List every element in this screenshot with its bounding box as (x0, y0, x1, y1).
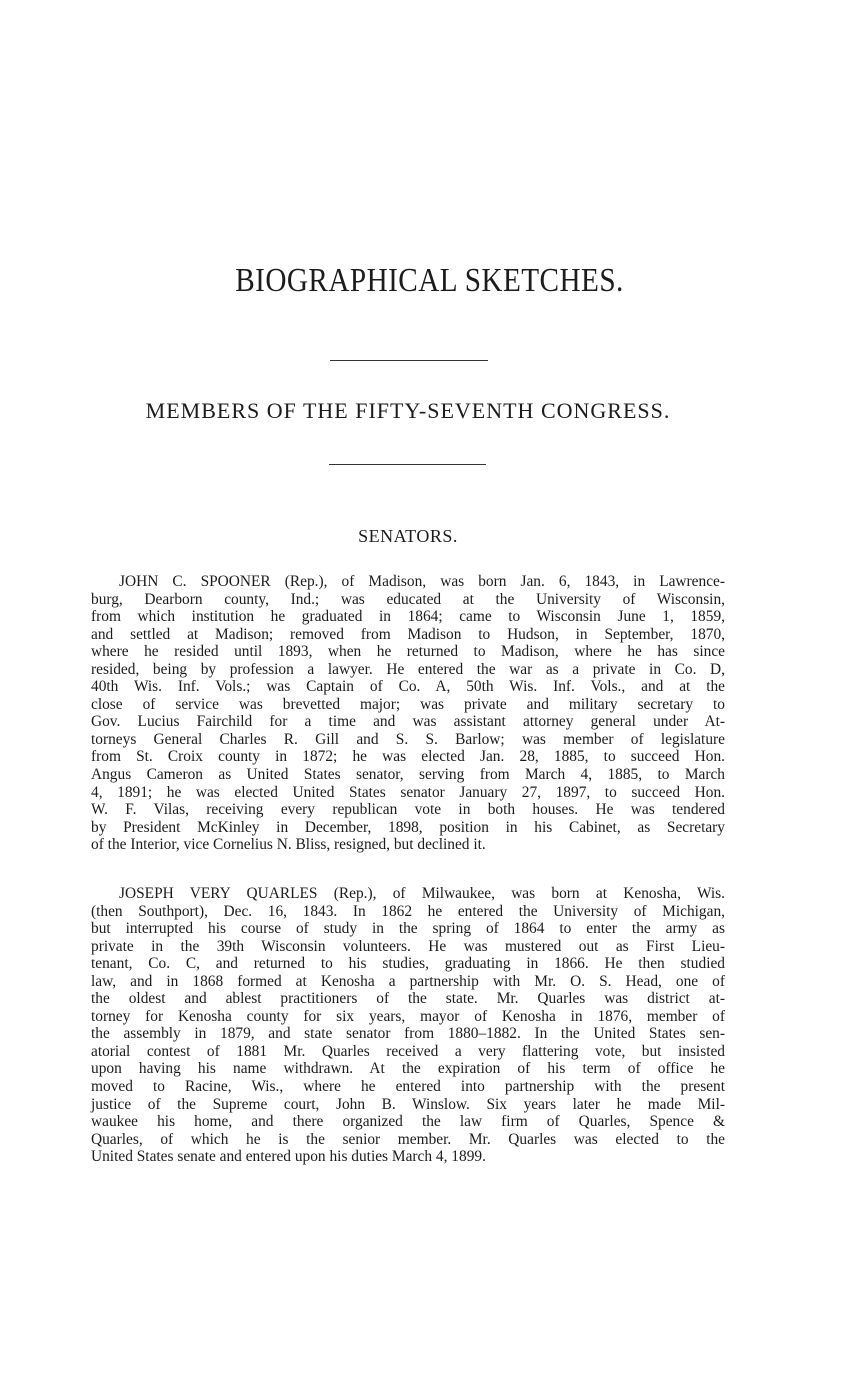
biographical-sketch (91, 573, 725, 854)
text-line: United States senate and entered upon his duties March 4, 1899. (91, 1148, 486, 1166)
text-line: the oldest and ablest practitioners of the state. Mr. Quarles was district at- (91, 990, 725, 1008)
text-line: waukee his home, and there organized the law firm of Quarles, Spence & (91, 1113, 725, 1131)
text-line: from St. Croix county in 1872; he was elected Jan. 28, 1885, to succeed Hon. (91, 748, 725, 766)
text-line: law, and in 1868 formed at Kenosha a partnership with Mr. O. S. Head, one of (91, 972, 725, 990)
text-line: tenant, Co. C, and returned to his studies, graduating in 1866. He then studied (91, 955, 725, 973)
text-line: Quarles, of which he is the senior member. Mr. Quarles was elected to the (91, 1130, 725, 1148)
biographical-sketch (91, 885, 725, 1166)
text-line: private in the 39th Wisconsin volunteers. He was mustered out as First Lieu- (91, 937, 725, 955)
page-subtitle: MEMBERS OF THE FIFTY-SEVENTH CONGRESS. (145, 398, 671, 423)
text-line: of the Interior, vice Cornelius N. Bliss, resigned, but declined it. (91, 836, 486, 854)
text-line: Angus Cameron as United States senator, serving from March 4, 1885, to March (91, 766, 725, 784)
text-line: by President McKinley in December, 1898, position in his Cabinet, as Secretary (91, 818, 725, 836)
text-line: justice of the Supreme court, John B. Winslow. Six years later he made Mil- (91, 1095, 725, 1113)
text-line: but interrupted his course of study in the spring of 1864 to enter the army as (91, 920, 725, 938)
text-line: torney for Kenosha county for six years, mayor of Kenosha in 1876, member of (91, 1007, 725, 1025)
text-line: resided, being by profession a lawyer. He entered the war as a private in Co. D, (91, 660, 725, 678)
text-line: W. F. Vilas, receiving every republican vote in both houses. He was tendered (91, 801, 725, 819)
page-title: BIOGRAPHICAL SKETCHES. (235, 262, 624, 299)
text-line: burg, Dearborn county, Ind.; was educated at the University of Wisconsin, (91, 590, 725, 608)
text-line: upon having his name withdrawn. At the expiration of his term of office he (91, 1060, 725, 1078)
text-line: Gov. Lucius Fairchild for a time and was assistant attorney general under At- (91, 713, 725, 731)
text-line: JOSEPH VERY QUARLES (Rep.), of Milwaukee, was born at Kenosha, Wis. (119, 885, 725, 902)
text-line: (then Southport), Dec. 16, 1843. In 1862 he entered the University of Michigan, (91, 902, 725, 920)
text-line: where he resided until 1893, when he returned to Madison, where he has since (91, 643, 725, 661)
text-line: moved to Racine, Wis., where he entered into partnership with the present (91, 1078, 725, 1096)
text-line: and settled at Madison; removed from Madison to Hudson, in September, 1870, (91, 625, 725, 643)
text-line: from which institution he graduated in 1864; came to Wisconsin June 1, 1859, (91, 608, 725, 626)
text-line: close of service was brevetted major; was private and military secretary to (91, 695, 725, 713)
text-line: 4, 1891; he was elected United States senator January 27, 1897, to succeed Hon. (91, 783, 725, 801)
divider-rule (330, 360, 488, 361)
text-line: the assembly in 1879, and state senator from 1880–1882. In the United States sen- (91, 1025, 725, 1043)
section-heading: SENATORS. (358, 526, 458, 546)
text-line: torneys General Charles R. Gill and S. S. Barlow; was member of legislature (91, 730, 725, 748)
text-line: 40th Wis. Inf. Vols.; was Captain of Co. A, 50th Wis. Inf. Vols., and at the (91, 678, 725, 696)
divider-rule (329, 464, 486, 465)
text-line: JOHN C. SPOONER (Rep.), of Madison, was born Jan. 6, 1843, in Lawrence- (119, 573, 725, 590)
text-line: atorial contest of 1881 Mr. Quarles received a very flattering vote, but insisted (91, 1042, 725, 1060)
